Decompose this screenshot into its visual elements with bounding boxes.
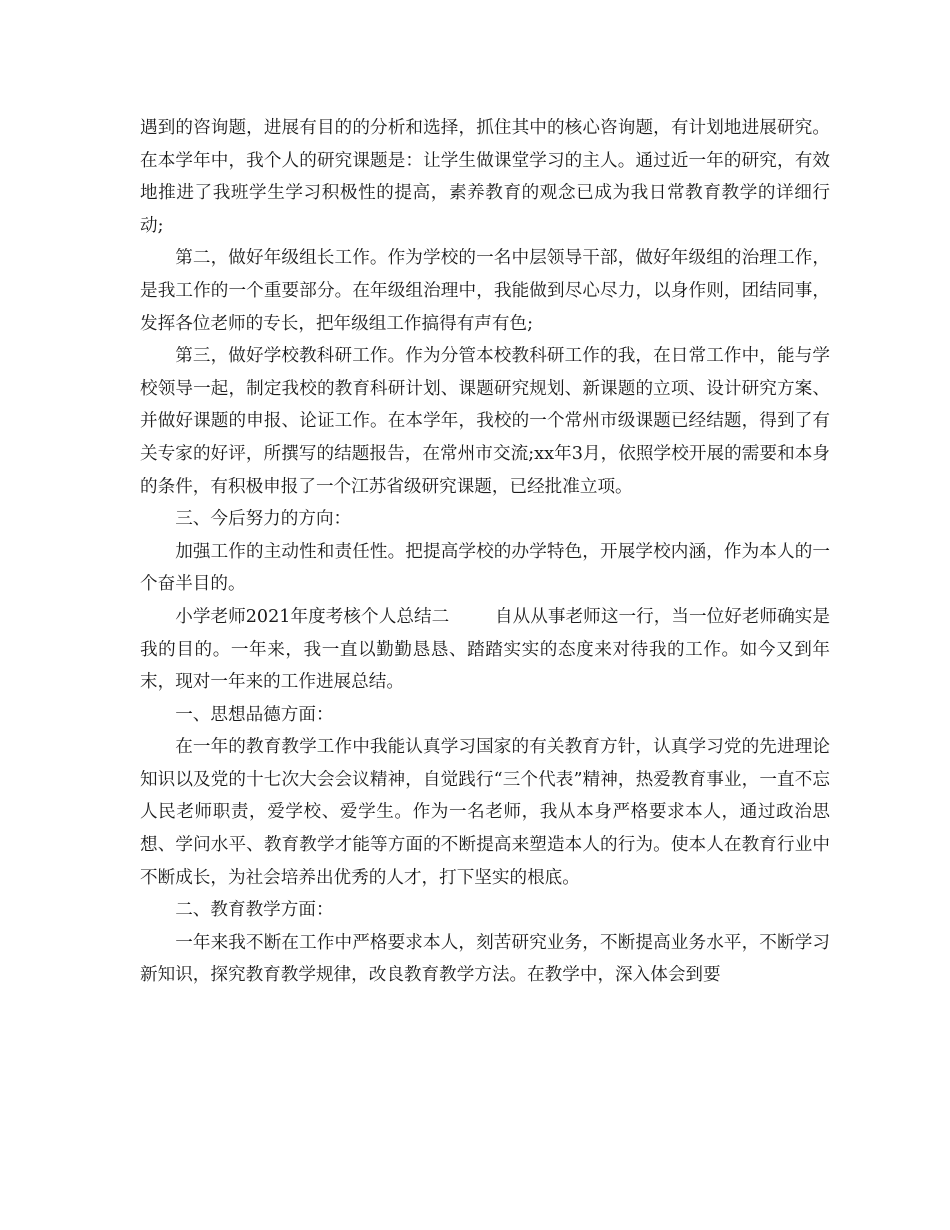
paragraph-research-summary: 遇到的咨询题，进展有目的的分析和选择，抓住其中的核心咨询题，有计划地进展研究。在本学年中，我个人的研究课题是：让学生做课堂学习的主人。通过近一年的研究，有效地推进了我班学生学习积极性的提高，素养教育的观念已成为我日常教育教学的详细行动; — [140, 118, 830, 236]
paragraph-grade-leader: 第二，做好年级组长工作。作为学校的一名中层领导干部，做好年级组的治理工作，是我工作的一个重要部分。在年级组治理中，我能做到尽心尽力，以身作则，团结同事，发挥各位老师的专长，把年级组工作搞得有声有色; — [140, 248, 830, 334]
document-body — [140, 112, 830, 992]
section-two-title: 小学老师2021年度考核个人总结二 — [175, 606, 450, 627]
paragraph-future-direction: 加强工作的主动性和责任性。把提高学校的办学特色，开展学校内涵，作为本人的一个奋半目的。 — [140, 541, 830, 595]
paragraph-section-two-intro — [140, 601, 830, 699]
heading-moral-character: 一、思想品德方面： — [175, 704, 334, 725]
heading-future-direction: 三、今后努力的方向： — [175, 509, 352, 530]
heading-teaching: 二、教育教学方面： — [175, 900, 334, 921]
section-two-lead: 自从从事老师这一行，当一位好老师确实是我的目的。一年来，我一直以勤勤恳恳、踏踏实实的态度来对待我的工作。如今又到年末，现对一年来的工作进展总结。 — [140, 606, 830, 693]
paragraph-moral-character: 在一年的教育教学工作中我能认真学习国家的有关教育方针，认真学习党的先进理论知识以及党的十七次大会会议精神，自觉践行“三个代表”精神，热爱教育事业，一直不忘人民老师职责，爱学校、爱学生。作为一名老师，我从本身严格要求本人，通过政治思想、学问水平、教育教学才能等方面的不断提高来塑造本人的行为。使本人在教育行业中不断成长，为社会培养出优秀的人才，打下坚实的根底。 — [140, 737, 830, 888]
paragraph-teaching: 一年来我不断在工作中严格要求本人，刻苦研究业务，不断提高业务水平，不断学习新知识，探究教育教学规律，改良教育教学方法。在教学中，深入体会到要 — [140, 932, 830, 986]
paragraph-research-work: 第三，做好学校教科研工作。作为分管本校教科研工作的我，在日常工作中，能与学校领导一起，制定我校的教育科研计划、课题研究规划、新课题的立项、设计研究方案、并做好课题的申报、论证工作。在本学年，我校的一个常州市级课题已经结题，得到了有关专家的好评，所撰写的结题报告，在常州市交流;xx年3月，依照学校开展的需要和本身的条件，有积极申报了一个江苏省级研究课题，已经批准立项。 — [140, 346, 830, 497]
